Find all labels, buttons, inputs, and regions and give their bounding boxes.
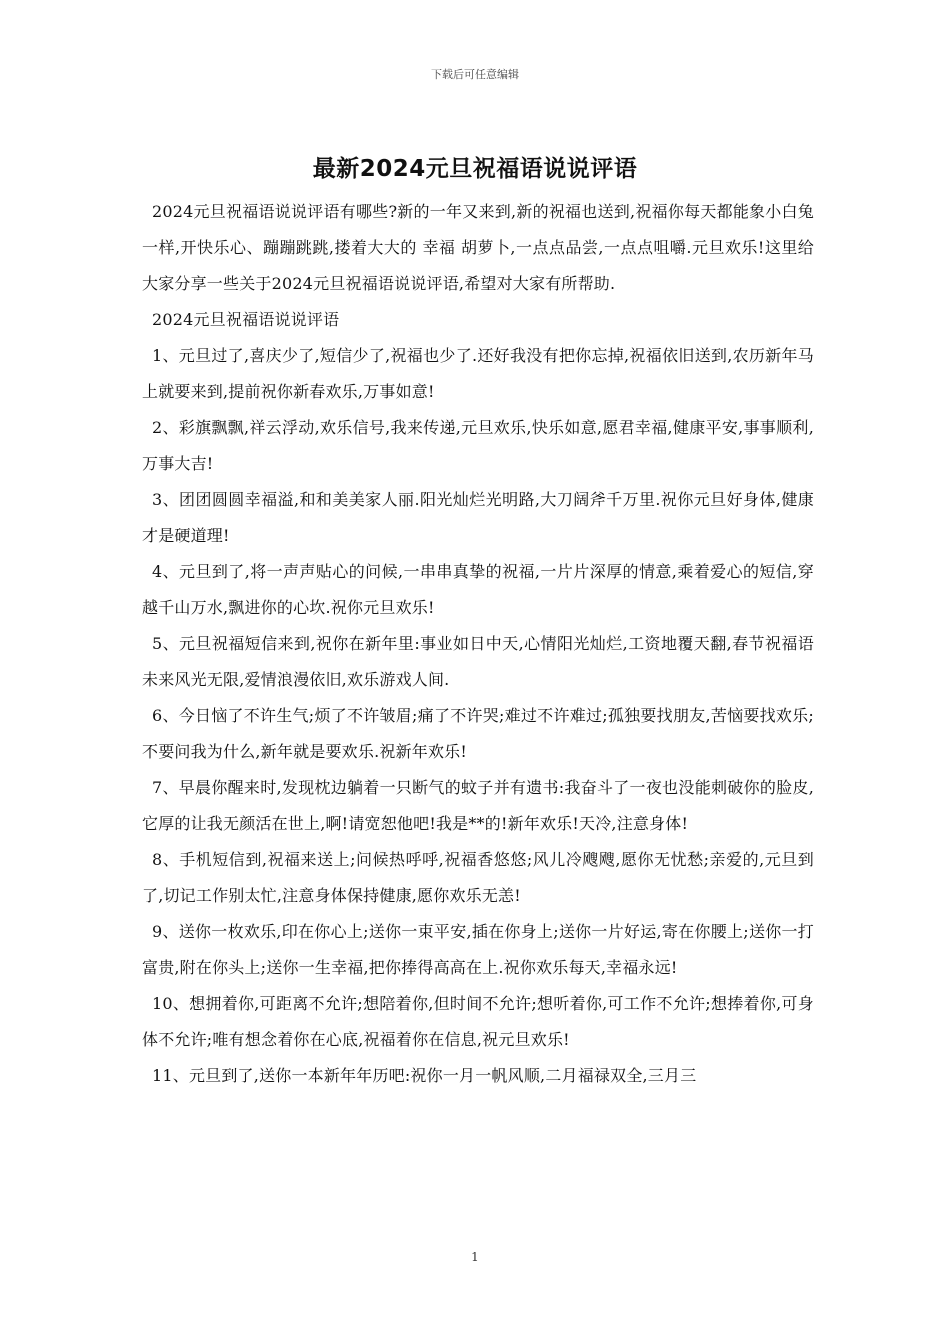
list-item: 6、今日恼了不许生气;烦了不许皱眉;痛了不许哭;难过不许难过;孤独要找朋友,苦恼要找欢乐;不要问我为什么,新年就是要欢乐.祝新年欢乐! (142, 706, 814, 761)
intro-paragraph: 2024元旦祝福语说说评语有哪些?新的一年又来到,新的祝福也送到,祝福你每天都能象小白兔一样,开快乐心、蹦蹦跳跳,搂着大大的 幸福 胡萝卜,一点点品尝,一点点咀嚼.元旦欢乐!这里给大家分享一些关于2024元旦祝福语说说评语,希望对大家有所帮助. (142, 202, 814, 293)
list-item: 9、送你一枚欢乐,印在你心上;送你一束平安,插在你身上;送你一片好运,寄在你腰上;送你一打富贵,附在你头上;送你一生幸福,把你捧得高高在上.祝你欢乐每天,幸福永远! (142, 922, 814, 977)
list-item: 3、团团圆圆幸福溢,和和美美家人丽.阳光灿烂光明路,大刀阔斧千万里.祝你元旦好身体,健康才是硬道理! (142, 490, 814, 545)
section-heading: 2024元旦祝福语说说评语 (152, 310, 340, 329)
document-body (142, 194, 814, 1094)
list-item: 7、早晨你醒来时,发现枕边躺着一只断气的蚊子并有遗书:我奋斗了一夜也没能刺破你的脸皮,它厚的让我无颜活在世上,啊!请宽恕他吧!我是**的!新年欢乐!天冷,注意身体! (142, 778, 814, 833)
list-item: 8、手机短信到,祝福来送上;问候热呼呼,祝福香悠悠;风儿冷飕飕,愿你无忧愁;亲爱的,元旦到了,切记工作别太忙,注意身体保持健康,愿你欢乐无恙! (142, 850, 814, 905)
header-note: 下载后可任意编辑 (431, 68, 519, 81)
list-item: 1、元旦过了,喜庆少了,短信少了,祝福也少了.还好我没有把你忘掉,祝福依旧送到,农历新年马上就要来到,提前祝你新春欢乐,万事如意! (142, 346, 814, 401)
list-item: 10、想拥着你,可距离不允许;想陪着你,但时间不允许;想听着你,可工作不允许;想捧着你,可身体不允许;唯有想念着你在心底,祝福着你在信息,祝元旦欢乐! (142, 994, 814, 1049)
document-title: 最新2024元旦祝福语说说评语 (312, 156, 638, 182)
page-number: 1 (471, 1250, 479, 1264)
list-item: 5、元旦祝福短信来到,祝你在新年里:事业如日中天,心情阳光灿烂,工资地覆天翻,春节祝福语未来风光无限,爱情浪漫依旧,欢乐游戏人间. (142, 634, 814, 689)
list-item: 4、元旦到了,将一声声贴心的问候,一串串真挚的祝福,一片片深厚的情意,乘着爱心的短信,穿越千山万水,飘进你的心坎.祝你元旦欢乐! (142, 562, 814, 617)
list-item: 2、彩旗飘飘,祥云浮动,欢乐信号,我来传递,元旦欢乐,快乐如意,愿君幸福,健康平安,事事顺利,万事大吉! (142, 418, 814, 473)
list-item: 11、元旦到了,送你一本新年年历吧:祝你一月一帆风顺,二月福禄双全,三月三 (152, 1066, 697, 1085)
